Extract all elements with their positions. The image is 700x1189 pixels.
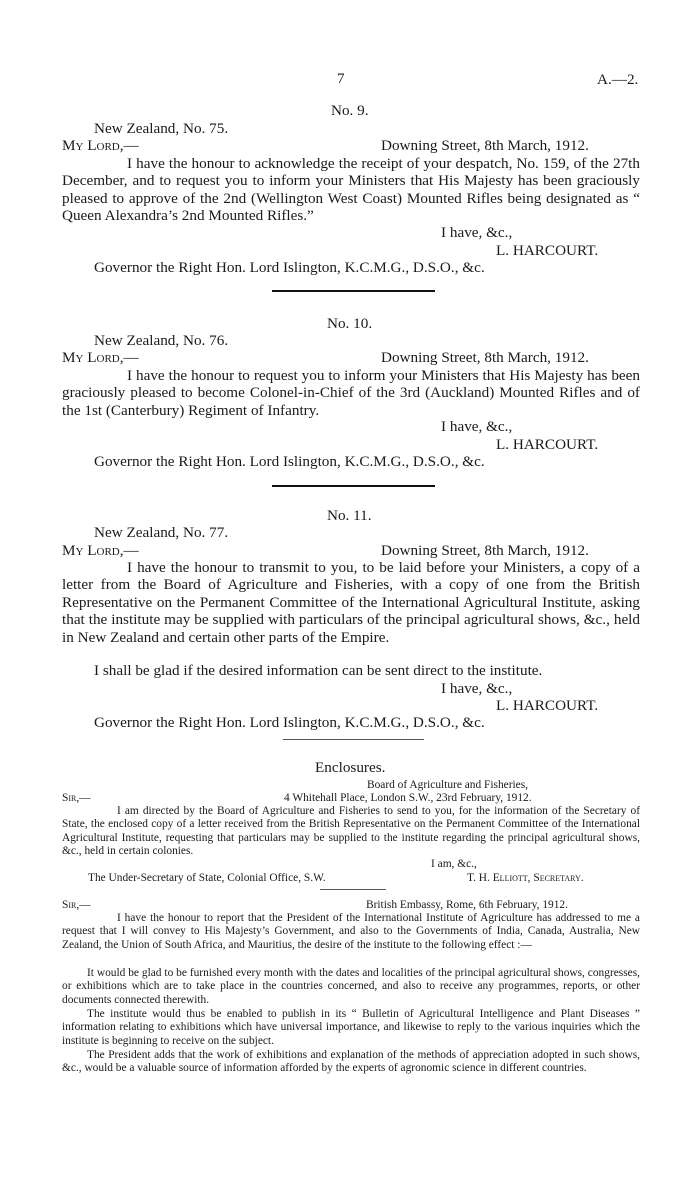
salutation: My Lord,— bbox=[62, 349, 139, 366]
nz-reference: New Zealand, No. 77. bbox=[94, 524, 229, 541]
nz-reference: New Zealand, No. 76. bbox=[94, 332, 229, 349]
enclosure-signature: T. H. Elliott, Secretary. bbox=[467, 872, 584, 884]
section-divider bbox=[272, 485, 435, 487]
signature: L. HARCOURT. bbox=[496, 436, 599, 453]
document-reference: A.—2. bbox=[597, 71, 639, 88]
enclosure-2-paragraph: I have the honour to report that the President of the International Institute of Agriculture has addressed to me a request that I will convey to His Majesty’s Government, and also to the Governments of India, Canada, Australia, New Zealand, the Union of South Africa, and Mauritius, the desire of the institute to the following effect :— bbox=[62, 912, 640, 951]
addressee: Governor the Right Hon. Lord Islington, K.C.M.G., D.S.O., &c. bbox=[94, 714, 485, 731]
place-date: Downing Street, 8th March, 1912. bbox=[381, 542, 589, 559]
enclosure-from-line-2: 4 Whitehall Place, London S.W., 23rd February, 1912. bbox=[284, 792, 532, 804]
addressee: Governor the Right Hon. Lord Islington, K.C.M.G., D.S.O., &c. bbox=[94, 453, 485, 470]
letter-number: No. 9. bbox=[331, 102, 369, 119]
letter-body: I have the honour to acknowledge the receipt of your despatch, No. 159, of the 27th December, and to request you to inform your Ministers that His Majesty has been graciously pleased to approve of the 2nd (Wellington West Coast) Mounted Rifles being designated as “ Queen Alexandra’s 2nd Mounted Rifles.” bbox=[62, 155, 640, 225]
nz-reference: New Zealand, No. 75. bbox=[94, 120, 229, 137]
enclosure-divider bbox=[320, 889, 386, 890]
letter-number: No. 11. bbox=[327, 507, 372, 524]
place-date: Downing Street, 8th March, 1912. bbox=[381, 349, 589, 366]
place-date: Downing Street, 8th March, 1912. bbox=[381, 137, 589, 154]
enclosure-closing: I am, &c., bbox=[431, 858, 477, 870]
enclosures-heading: Enclosures. bbox=[315, 759, 386, 776]
enclosure-2-paragraph: The institute would thus be enabled to publish in its “ Bulletin of Agricultural Intelligence and Plant Diseases ” information relating to exhibitions which have universal importance, and likewise to reply to the various inquiries which the institute is beginning to receive on the subject. bbox=[62, 1008, 640, 1047]
closing: I have, &c., bbox=[441, 224, 513, 241]
salutation: My Lord,— bbox=[62, 542, 139, 559]
signature: L. HARCOURT. bbox=[496, 242, 599, 259]
letter-number: No. 10. bbox=[327, 315, 373, 332]
closing: I have, &c., bbox=[441, 680, 513, 697]
enclosure-2-paragraph: The President adds that the work of exhibitions and explanation of the methods of appreciation adopted in such shows, &c., would be a valuable source of information afforded by the experts of agronomic science in different countries. bbox=[62, 1049, 640, 1075]
enclosure-addressee: The Under-Secretary of State, Colonial Office, S.W. bbox=[88, 872, 326, 884]
enclosure-2-paragraph: It would be glad to be furnished every month with the dates and localities of the principal agricultural shows, congresses, or exhibitions which are to take place in the countries concerned, and also to receive any programmes, reports, or other documents connected therewith. bbox=[62, 967, 640, 1006]
enclosure-body: I am directed by the Board of Agriculture and Fisheries to send to you, for the information of the Secretary of State, the enclosed copy of a letter received from the British Representative on the Permanent Committee of the International Agricultural Institute, requesting that particulars may be supplied to the institute regarding the principal agricultural shows, &c., held in certain colonies. bbox=[62, 805, 640, 857]
section-divider bbox=[272, 290, 435, 292]
signature: L. HARCOURT. bbox=[496, 697, 599, 714]
letter-body-continued: I shall be glad if the desired information can be sent direct to the institute. bbox=[94, 662, 543, 679]
letter-body: I have the honour to transmit to you, to be laid before your Ministers, a copy of a letter from the Board of Agriculture and Fisheries, with a copy of one from the British Representative on the Permanent Committee of the International Agricultural Institute, asking that the institute may be supplied with particulars of the principal agricultural shows, &c., held in New Zealand and certain other parts of the Empire. bbox=[62, 559, 640, 646]
enclosure-2-from-line: British Embassy, Rome, 6th February, 1912. bbox=[366, 899, 568, 911]
page-number: 7 bbox=[337, 70, 345, 87]
letter-body: I have the honour to request you to inform your Ministers that His Majesty has been graciously pleased to become Colonel-in-Chief of the 3rd (Auckland) Mounted Rifles and of the 1st (Canterbury) Regiment of Infantry. bbox=[62, 367, 640, 419]
enclosure-from-line-1: Board of Agriculture and Fisheries, bbox=[367, 779, 529, 791]
enclosure-2-salutation: Sir,— bbox=[62, 899, 91, 911]
salutation: My Lord,— bbox=[62, 137, 139, 154]
addressee: Governor the Right Hon. Lord Islington, K.C.M.G., D.S.O., &c. bbox=[94, 259, 485, 276]
enclosures-divider bbox=[283, 739, 424, 740]
enclosure-salutation: Sir,— bbox=[62, 792, 91, 804]
closing: I have, &c., bbox=[441, 418, 513, 435]
